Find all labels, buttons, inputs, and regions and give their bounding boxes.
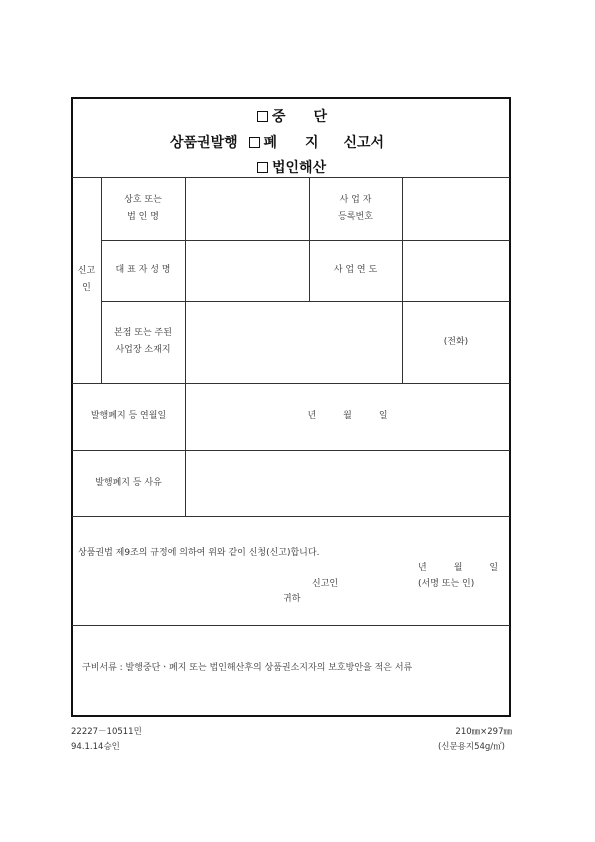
company-name-field[interactable] (186, 178, 308, 240)
form-number: 22227－10511민 (71, 727, 142, 737)
business-year-label: 사 업 연 도 (333, 265, 378, 275)
checkbox-suspend[interactable] (257, 111, 268, 122)
title-option-2: 폐 지 (263, 135, 319, 151)
signature-or-seal[interactable]: (서명 또는 인) (418, 579, 475, 589)
address-label: 본점 또는 주된 사업장 소재지 (114, 328, 172, 355)
business-reg-no-field[interactable] (403, 178, 510, 240)
abolish-date-label: 발행폐지 등 연월일 (90, 411, 167, 421)
applicant-group-label: 신고 인 (77, 266, 96, 293)
required-documents: 구비서류 : 발행중단ㆍ폐지 또는 법인해산후의 상품권소지자의 보호방안을 적은 서류 (82, 663, 413, 673)
abolish-reason-label: 발행폐지 등 사유 (95, 478, 162, 488)
paper-size: 210㎜×297㎜ (455, 727, 512, 737)
abolish-date-value[interactable]: 년 월 일 (307, 411, 388, 421)
business-reg-no-label: 사 업 자 등록번호 (338, 195, 373, 222)
title-suffix: 신고서 (343, 135, 385, 151)
title-option-3: 법인해산 (257, 157, 326, 177)
phone-label: (전화) (443, 337, 469, 347)
abolish-reason-field[interactable] (186, 451, 510, 516)
recipient-label: 귀하 (283, 594, 301, 604)
line-reason-bottom (72, 516, 510, 517)
representative-name-label: 대 표 자 성 명 (115, 265, 171, 275)
checkbox-dissolution[interactable] (257, 162, 268, 173)
line-applicant-bottom (72, 383, 510, 384)
approval-date: 94.1.14승인 (71, 742, 120, 752)
checkbox-abolish[interactable] (249, 137, 260, 148)
applicant-signature-label: 신고인 (312, 579, 339, 589)
business-year-field[interactable] (403, 241, 510, 301)
representative-name-field[interactable] (186, 241, 308, 301)
paper-type: (신문용지54g/㎡) (437, 742, 505, 752)
address-field[interactable] (186, 302, 402, 383)
title-prefix: 상품권발행 (170, 135, 238, 151)
line-declaration-bottom (72, 625, 510, 626)
title-main-line (170, 132, 384, 152)
company-name-label: 상호 또는 법 인 명 (124, 195, 162, 222)
title-option-1: 중 단 (257, 106, 327, 126)
declaration-date[interactable]: 년 월 일 (418, 563, 499, 573)
declaration-statement: 상품권법 제9조의 규정에 의하여 위와 같이 신청(신고)합니다. (78, 548, 320, 558)
